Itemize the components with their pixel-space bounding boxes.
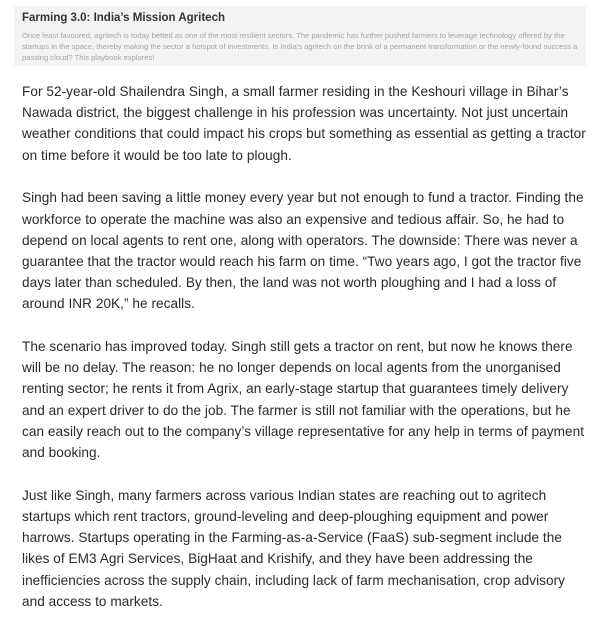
playbook-title: Farming 3.0: India’s Mission Agritech — [22, 12, 225, 24]
article-paragraph-4: Just like Singh, many farmers across various Indian states are reaching out to agritech startups which rent tractors, ground-leveling and deep-ploughing equipment and power harrows. Startups operating in the Farming-as-a-Service (FaaS) sub-segment include the likes of EM3 Agri Services, BigHaat and Krishify, and they have been addressing the inefficiencies across the supply chain, including lack of farm mechanisation, crop advisory and access to markets. — [22, 487, 566, 609]
playbook-summary: Once least favoured, agritech is today betted as one of the most resilient sectors. The pandemic has further pushed farmers to leverage technology offered by the startups in the space, thereby making the sector a hotspot of investments. Is India's agritech on the brink of a permanent transformation or the newly-found success a passing cloud? This playbook explores! — [22, 31, 578, 62]
article-paragraph-2: Singh had been saving a little money every year but not enough to fund a tractor. Finding the workforce to operate the machine was also an expensive and tedious affair. So, he had to depend on local agents to rent one, along with operators. The downside: There was never a guarantee that the tractor would reach his farm on time. “Two years ago, I got the tractor five days later than scheduled. By then, the land was not worth ploughing and I had a loss of around INR 20K,” he recalls. — [22, 190, 584, 312]
article-paragraph-1: For 52-year-old Shailendra Singh, a small farmer residing in the Keshouri village in Bihar’s Nawada district, the biggest challenge in his profession was uncertainty. Not just uncertain weather conditions that could impact his crops but something as essential as getting a tractor on time before it would be too late to plough. — [22, 84, 586, 163]
playbook-header-card — [14, 6, 586, 66]
article-paragraph-3: The scenario has improved today. Singh still gets a tractor on rent, but now he knows there will be no delay. The reason: he no longer depends on local agents from the unorganised renting sector; he rents it from Agrix, an early-stage startup that guarantees timely delivery and an expert driver to do the job. The farmer is still not familiar with the operations, but he can easily reach out to the company’s village representative for any help in terms of payment and booking. — [22, 339, 585, 461]
article-body — [22, 81, 588, 633]
